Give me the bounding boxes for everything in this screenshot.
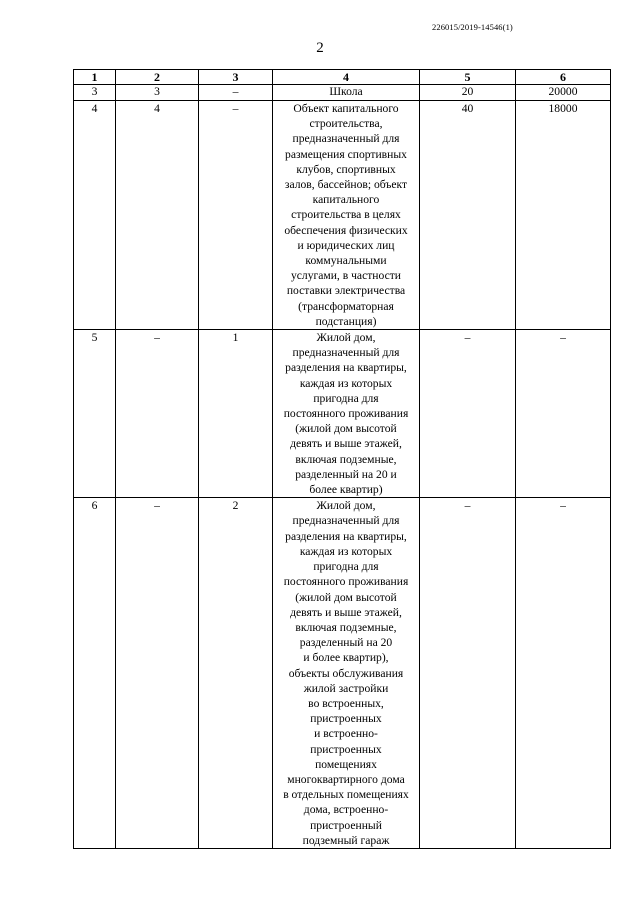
header-cell-4: 4 xyxy=(273,70,420,85)
cell-col6: 20000 xyxy=(516,85,611,101)
cell-description: Объект капитального строительства, предназначенный для размещения спортивных клубов, спортивных залов, бассейнов; объект капитального строительства в целях обеспечения физических и юридических лиц коммунальными услугами, в частности поставки электричества (трансформаторная подстанция) xyxy=(273,101,420,330)
cell-col3: 1 xyxy=(199,330,273,498)
cell-col5: 20 xyxy=(420,85,516,101)
cell-col5: – xyxy=(420,330,516,498)
page-number: 2 xyxy=(316,40,324,56)
header-cell-3: 3 xyxy=(199,70,273,85)
table-row xyxy=(74,498,611,849)
cell-number: 3 xyxy=(74,85,116,101)
table-row xyxy=(74,101,611,330)
cell-col6: – xyxy=(516,498,611,849)
cell-description: Жилой дом, предназначенный для разделения на квартиры, каждая из которых пригодна для постоянного проживания (жилой дом высотой девять и выше этажей, включая подземные, разделенный на 20 и более квартир), объекты обслуживания жилой застройки во встроенных, пристроенных и встроенно- пристроенных помещениях многоквартирного дома в отдельных помещениях дома, встроенно- пристроенный подземный гараж xyxy=(273,498,420,849)
cell-col2: – xyxy=(116,498,199,849)
cell-col2: – xyxy=(116,330,199,498)
document-id: 226015/2019-14546(1) xyxy=(432,22,513,32)
header-cell-2: 2 xyxy=(116,70,199,85)
cell-col6: – xyxy=(516,330,611,498)
cell-col2: 3 xyxy=(116,85,199,101)
cell-description: Школа xyxy=(273,85,420,101)
table-header-row xyxy=(74,70,611,85)
cell-col3: 2 xyxy=(199,498,273,849)
cell-col2: 4 xyxy=(116,101,199,330)
cell-description: Жилой дом, предназначенный для разделения на квартиры, каждая из которых пригодна для постоянного проживания (жилой дом высотой девять и выше этажей, включая подземные, разделенный на 20 и более квартир) xyxy=(273,330,420,498)
cell-number: 5 xyxy=(74,330,116,498)
cell-col3: – xyxy=(199,101,273,330)
cell-col5: 40 xyxy=(420,101,516,330)
header-cell-6: 6 xyxy=(516,70,611,85)
data-table xyxy=(73,69,611,849)
cell-col5: – xyxy=(420,498,516,849)
cell-col6: 18000 xyxy=(516,101,611,330)
header-cell-5: 5 xyxy=(420,70,516,85)
cell-number: 4 xyxy=(74,101,116,330)
header-cell-1: 1 xyxy=(74,70,116,85)
cell-col3: – xyxy=(199,85,273,101)
table-row xyxy=(74,330,611,498)
cell-number: 6 xyxy=(74,498,116,849)
table-row xyxy=(74,85,611,101)
